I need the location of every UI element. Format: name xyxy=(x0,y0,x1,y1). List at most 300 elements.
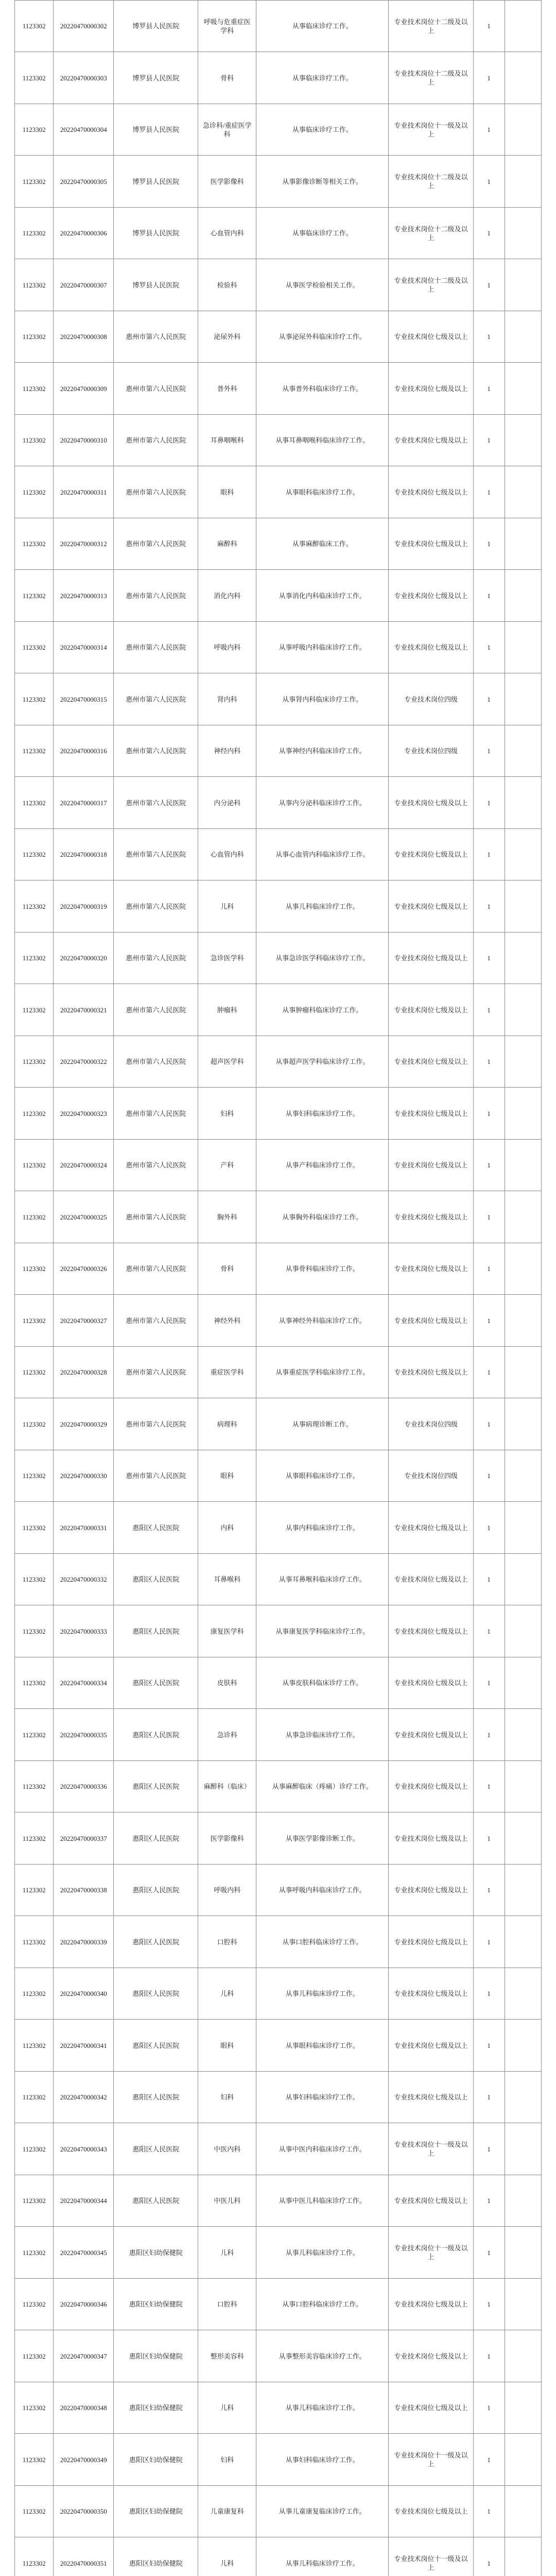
cell-unit-name: 惠阳区妇幼保健院 xyxy=(114,2486,198,2537)
cell-blank xyxy=(505,1916,541,1968)
cell-count: 1 xyxy=(473,2537,505,2576)
cell-count: 1 xyxy=(473,518,505,570)
cell-post-level: 专业技术岗位七级及以上 xyxy=(389,2020,473,2072)
cell-blank xyxy=(505,1088,541,1140)
cell-unit-code: 1123302 xyxy=(15,518,54,570)
cell-post-level: 专业技术岗位七级及以上 xyxy=(389,1709,473,1761)
cell-position-id: 20220470000314 xyxy=(54,622,114,673)
cell-post-level: 专业技术岗位七级及以上 xyxy=(389,1605,473,1657)
cell-duty: 从事医学检验相关工作。 xyxy=(256,259,389,311)
cell-position-id: 20220470000337 xyxy=(54,1812,114,1865)
cell-post-level: 专业技术岗位七级及以上 xyxy=(389,1502,473,1554)
table-row xyxy=(15,829,542,880)
cell-unit-name: 惠阳区人民医院 xyxy=(114,1657,198,1709)
table-row xyxy=(15,518,542,570)
cell-post-level: 专业技术岗位七级及以上 xyxy=(389,466,473,518)
cell-position-name: 妇科 xyxy=(198,2434,256,2486)
cell-unit-name: 惠阳区妇幼保健院 xyxy=(114,2382,198,2434)
cell-blank xyxy=(505,1812,541,1865)
cell-count: 1 xyxy=(473,2072,505,2123)
table-row xyxy=(15,2382,542,2434)
cell-position-name: 骨科 xyxy=(198,52,256,104)
cell-unit-name: 博罗县人民医院 xyxy=(114,259,198,311)
cell-unit-code: 1123302 xyxy=(15,777,54,829)
cell-unit-name: 惠阳区人民医院 xyxy=(114,2020,198,2072)
cell-unit-code: 1123302 xyxy=(15,829,54,880)
cell-post-level: 专业技术岗位十一级及以上 xyxy=(389,2123,473,2175)
cell-blank xyxy=(505,311,541,363)
cell-position-name: 急诊医学科 xyxy=(198,933,256,984)
cell-post-level: 专业技术岗位七级及以上 xyxy=(389,880,473,933)
cell-blank xyxy=(505,725,541,777)
cell-blank xyxy=(505,1605,541,1657)
table-row xyxy=(15,259,542,311)
table-row xyxy=(15,1554,542,1605)
cell-count: 1 xyxy=(473,1554,505,1605)
cell-position-name: 眼科 xyxy=(198,2020,256,2072)
cell-unit-code: 1123302 xyxy=(15,1761,54,1812)
cell-post-level: 专业技术岗位七级及以上 xyxy=(389,311,473,363)
cell-duty: 从事产科临床诊疗工作。 xyxy=(256,1140,389,1191)
cell-position-name: 眼科 xyxy=(198,466,256,518)
cell-unit-name: 惠州市第六人民医院 xyxy=(114,1295,198,1347)
cell-unit-code: 1123302 xyxy=(15,1916,54,1968)
cell-post-level: 专业技术岗位十二级及以上 xyxy=(389,208,473,259)
table-row xyxy=(15,1865,542,1916)
table-row xyxy=(15,1605,542,1657)
cell-count: 1 xyxy=(473,311,505,363)
cell-count: 1 xyxy=(473,1761,505,1812)
cell-post-level: 专业技术岗位七级及以上 xyxy=(389,1916,473,1968)
table-row xyxy=(15,984,542,1036)
cell-blank xyxy=(505,1450,541,1502)
cell-count: 1 xyxy=(473,1398,505,1450)
cell-post-level: 专业技术岗位七级及以上 xyxy=(389,2175,473,2227)
cell-count: 1 xyxy=(473,2020,505,2072)
cell-duty: 从事儿科临床诊疗工作。 xyxy=(256,1968,389,2020)
cell-unit-name: 惠阳区人民医院 xyxy=(114,2123,198,2175)
cell-unit-name: 惠阳区人民医院 xyxy=(114,1812,198,1865)
cell-unit-code: 1123302 xyxy=(15,466,54,518)
cell-position-id: 20220470000338 xyxy=(54,1865,114,1916)
cell-unit-name: 博罗县人民医院 xyxy=(114,208,198,259)
cell-post-level: 专业技术岗位四级 xyxy=(389,1398,473,1450)
table-row xyxy=(15,673,542,725)
cell-unit-code: 1123302 xyxy=(15,1191,54,1243)
cell-position-id: 20220470000350 xyxy=(54,2486,114,2537)
cell-unit-name: 惠州市第六人民医院 xyxy=(114,777,198,829)
cell-unit-code: 1123302 xyxy=(15,208,54,259)
cell-unit-name: 惠州市第六人民医院 xyxy=(114,1036,198,1088)
cell-count: 1 xyxy=(473,2382,505,2434)
cell-position-name: 产科 xyxy=(198,1140,256,1191)
cell-unit-code: 1123302 xyxy=(15,570,54,622)
cell-unit-code: 1123302 xyxy=(15,1605,54,1657)
cell-unit-code: 1123302 xyxy=(15,673,54,725)
cell-post-level: 专业技术岗位七级及以上 xyxy=(389,1191,473,1243)
table-row xyxy=(15,2227,542,2279)
cell-unit-code: 1123302 xyxy=(15,1243,54,1295)
cell-position-id: 20220470000315 xyxy=(54,673,114,725)
cell-unit-code: 1123302 xyxy=(15,156,54,208)
cell-duty: 从事中医儿科临床诊疗工作。 xyxy=(256,2175,389,2227)
cell-count: 1 xyxy=(473,880,505,933)
cell-position-name: 妇科 xyxy=(198,1088,256,1140)
cell-unit-name: 惠州市第六人民医院 xyxy=(114,725,198,777)
cell-duty: 从事儿科临床诊疗工作。 xyxy=(256,2537,389,2576)
cell-blank xyxy=(505,415,541,466)
cell-count: 1 xyxy=(473,1295,505,1347)
cell-unit-name: 惠州市第六人民医院 xyxy=(114,880,198,933)
cell-post-level: 专业技术岗位七级及以上 xyxy=(389,1865,473,1916)
cell-duty: 从事超声医学科临床诊疗工作。 xyxy=(256,1036,389,1088)
table-row xyxy=(15,2020,542,2072)
cell-unit-name: 惠州市第六人民医院 xyxy=(114,415,198,466)
cell-blank xyxy=(505,673,541,725)
cell-unit-code: 1123302 xyxy=(15,1502,54,1554)
cell-position-name: 神经外科 xyxy=(198,1295,256,1347)
table-row xyxy=(15,1295,542,1347)
cell-blank xyxy=(505,1502,541,1554)
cell-count: 1 xyxy=(473,1088,505,1140)
cell-count: 1 xyxy=(473,1502,505,1554)
cell-position-name: 皮肤科 xyxy=(198,1657,256,1709)
table-row xyxy=(15,2486,542,2537)
cell-duty: 从事皮肤科临床诊疗工作。 xyxy=(256,1657,389,1709)
cell-unit-name: 惠州市第六人民医院 xyxy=(114,673,198,725)
cell-unit-code: 1123302 xyxy=(15,52,54,104)
cell-position-id: 20220470000304 xyxy=(54,104,114,156)
cell-blank xyxy=(505,777,541,829)
table-row xyxy=(15,52,542,104)
cell-blank xyxy=(505,2486,541,2537)
cell-unit-code: 1123302 xyxy=(15,2227,54,2279)
cell-unit-name: 惠阳区妇幼保健院 xyxy=(114,2227,198,2279)
cell-unit-code: 1123302 xyxy=(15,2486,54,2537)
table-row xyxy=(15,1657,542,1709)
cell-position-name: 麻醉科（临床） xyxy=(198,1761,256,1812)
cell-unit-name: 惠州市第六人民医院 xyxy=(114,363,198,415)
cell-position-name: 超声医学科 xyxy=(198,1036,256,1088)
cell-post-level: 专业技术岗位七级及以上 xyxy=(389,984,473,1036)
cell-position-id: 20220470000305 xyxy=(54,156,114,208)
cell-position-id: 20220470000343 xyxy=(54,2123,114,2175)
table-row xyxy=(15,570,542,622)
cell-position-id: 20220470000310 xyxy=(54,415,114,466)
cell-post-level: 专业技术岗位七级及以上 xyxy=(389,622,473,673)
cell-unit-code: 1123302 xyxy=(15,311,54,363)
cell-duty: 从事呼吸内科临床诊疗工作。 xyxy=(256,622,389,673)
cell-post-level: 专业技术岗位四级 xyxy=(389,1450,473,1502)
cell-duty: 从事儿科临床诊疗工作。 xyxy=(256,2227,389,2279)
cell-position-id: 20220470000351 xyxy=(54,2537,114,2576)
table-row xyxy=(15,622,542,673)
cell-post-level: 专业技术岗位四级 xyxy=(389,673,473,725)
cell-unit-name: 惠州市第六人民医院 xyxy=(114,570,198,622)
cell-duty: 从事呼吸内科临床诊疗工作。 xyxy=(256,1865,389,1916)
cell-post-level: 专业技术岗位七级及以上 xyxy=(389,1347,473,1398)
cell-post-level: 专业技术岗位十一级及以上 xyxy=(389,2434,473,2486)
cell-position-id: 20220470000325 xyxy=(54,1191,114,1243)
cell-position-name: 耳鼻喉科 xyxy=(198,1554,256,1605)
cell-unit-name: 惠阳区妇幼保健院 xyxy=(114,2537,198,2576)
cell-unit-code: 1123302 xyxy=(15,104,54,156)
table-row xyxy=(15,208,542,259)
table-body xyxy=(15,1,542,2576)
cell-position-name: 内科 xyxy=(198,1502,256,1554)
table-row xyxy=(15,1036,542,1088)
cell-unit-code: 1123302 xyxy=(15,1088,54,1140)
cell-position-id: 20220470000317 xyxy=(54,777,114,829)
cell-position-id: 20220470000320 xyxy=(54,933,114,984)
cell-post-level: 专业技术岗位七级及以上 xyxy=(389,1036,473,1088)
cell-blank xyxy=(505,1191,541,1243)
cell-unit-name: 惠阳区人民医院 xyxy=(114,1554,198,1605)
cell-duty: 从事重症医学科临床诊疗工作。 xyxy=(256,1347,389,1398)
cell-position-id: 20220470000334 xyxy=(54,1657,114,1709)
cell-unit-code: 1123302 xyxy=(15,2330,54,2382)
table-row xyxy=(15,725,542,777)
cell-position-name: 骨科 xyxy=(198,1243,256,1295)
cell-unit-name: 惠阳区妇幼保健院 xyxy=(114,2330,198,2382)
cell-blank xyxy=(505,880,541,933)
cell-position-name: 呼吸内科 xyxy=(198,1865,256,1916)
table-row xyxy=(15,104,542,156)
cell-position-id: 20220470000313 xyxy=(54,570,114,622)
cell-position-name: 消化内科 xyxy=(198,570,256,622)
cell-count: 1 xyxy=(473,570,505,622)
cell-unit-code: 1123302 xyxy=(15,622,54,673)
cell-position-id: 20220470000319 xyxy=(54,880,114,933)
cell-blank xyxy=(505,518,541,570)
cell-duty: 从事口腔科临床诊疗工作。 xyxy=(256,1916,389,1968)
cell-position-id: 20220470000326 xyxy=(54,1243,114,1295)
cell-unit-code: 1123302 xyxy=(15,1450,54,1502)
cell-post-level: 专业技术岗位七级及以上 xyxy=(389,1088,473,1140)
cell-position-id: 20220470000335 xyxy=(54,1709,114,1761)
cell-unit-name: 惠州市第六人民医院 xyxy=(114,829,198,880)
cell-post-level: 专业技术岗位七级及以上 xyxy=(389,1657,473,1709)
cell-unit-code: 1123302 xyxy=(15,2434,54,2486)
cell-position-id: 20220470000328 xyxy=(54,1347,114,1398)
cell-unit-name: 惠州市第六人民医院 xyxy=(114,1088,198,1140)
cell-count: 1 xyxy=(473,2123,505,2175)
cell-duty: 从事妇科临床诊疗工作。 xyxy=(256,1088,389,1140)
cell-count: 1 xyxy=(473,1916,505,1968)
cell-count: 1 xyxy=(473,777,505,829)
cell-blank xyxy=(505,1554,541,1605)
cell-blank xyxy=(505,2434,541,2486)
cell-position-id: 20220470000303 xyxy=(54,52,114,104)
cell-position-id: 20220470000312 xyxy=(54,518,114,570)
cell-position-name: 急诊科 xyxy=(198,1709,256,1761)
cell-unit-name: 惠州市第六人民医院 xyxy=(114,933,198,984)
cell-blank xyxy=(505,1761,541,1812)
table-row xyxy=(15,2434,542,2486)
table-row xyxy=(15,2537,542,2576)
cell-count: 1 xyxy=(473,466,505,518)
cell-unit-code: 1123302 xyxy=(15,2382,54,2434)
cell-unit-code: 1123302 xyxy=(15,2279,54,2330)
cell-blank xyxy=(505,1347,541,1398)
cell-unit-name: 博罗县人民医院 xyxy=(114,104,198,156)
cell-blank xyxy=(505,570,541,622)
cell-position-name: 儿科 xyxy=(198,1968,256,2020)
cell-count: 1 xyxy=(473,725,505,777)
cell-count: 1 xyxy=(473,363,505,415)
cell-duty: 从事儿科临床诊疗工作。 xyxy=(256,880,389,933)
cell-count: 1 xyxy=(473,1865,505,1916)
cell-duty: 从事麻醉临床（疼痛）诊疗工作。 xyxy=(256,1761,389,1812)
cell-blank xyxy=(505,208,541,259)
cell-position-name: 康复医学科 xyxy=(198,1605,256,1657)
cell-duty: 从事病理诊断工作。 xyxy=(256,1398,389,1450)
cell-unit-name: 惠州市第六人民医院 xyxy=(114,1347,198,1398)
cell-unit-name: 惠阳区妇幼保健院 xyxy=(114,2434,198,2486)
cell-duty: 从事肾内科临床诊疗工作。 xyxy=(256,673,389,725)
cell-duty: 从事医学影像诊断工作。 xyxy=(256,1812,389,1865)
cell-count: 1 xyxy=(473,2486,505,2537)
cell-position-name: 眼科 xyxy=(198,1450,256,1502)
cell-count: 1 xyxy=(473,1968,505,2020)
cell-position-id: 20220470000346 xyxy=(54,2279,114,2330)
cell-unit-name: 惠州市第六人民医院 xyxy=(114,1243,198,1295)
cell-blank xyxy=(505,2020,541,2072)
cell-count: 1 xyxy=(473,2227,505,2279)
cell-position-name: 重症医学科 xyxy=(198,1347,256,1398)
cell-duty: 从事骨科临床诊疗工作。 xyxy=(256,1243,389,1295)
cell-unit-name: 惠州市第六人民医院 xyxy=(114,311,198,363)
cell-unit-name: 博罗县人民医院 xyxy=(114,52,198,104)
cell-duty: 从事麻醉临床工作。 xyxy=(256,518,389,570)
cell-unit-name: 惠州市第六人民医院 xyxy=(114,622,198,673)
cell-duty: 从事妇科临床诊疗工作。 xyxy=(256,2434,389,2486)
cell-blank xyxy=(505,1036,541,1088)
cell-count: 1 xyxy=(473,156,505,208)
cell-position-name: 呼吸内科 xyxy=(198,622,256,673)
cell-count: 1 xyxy=(473,2434,505,2486)
cell-position-name: 泌尿外科 xyxy=(198,311,256,363)
table-row xyxy=(15,1450,542,1502)
recruitment-table xyxy=(14,0,542,2576)
cell-duty: 从事神经外科临床诊疗工作。 xyxy=(256,1295,389,1347)
cell-position-name: 口腔科 xyxy=(198,2279,256,2330)
cell-duty: 从事普外科临床诊疗工作。 xyxy=(256,363,389,415)
cell-count: 1 xyxy=(473,415,505,466)
cell-position-name: 心血管内科 xyxy=(198,829,256,880)
table-row xyxy=(15,311,542,363)
cell-position-name: 神经内科 xyxy=(198,725,256,777)
cell-position-id: 20220470000307 xyxy=(54,259,114,311)
cell-post-level: 专业技术岗位七级及以上 xyxy=(389,933,473,984)
table-row xyxy=(15,880,542,933)
cell-count: 1 xyxy=(473,1036,505,1088)
cell-count: 1 xyxy=(473,1243,505,1295)
cell-blank xyxy=(505,466,541,518)
cell-count: 1 xyxy=(473,1140,505,1191)
table-row xyxy=(15,1347,542,1398)
cell-post-level: 专业技术岗位七级及以上 xyxy=(389,1761,473,1812)
cell-count: 1 xyxy=(473,259,505,311)
cell-post-level: 专业技术岗位七级及以上 xyxy=(389,829,473,880)
cell-unit-code: 1123302 xyxy=(15,1709,54,1761)
table-row xyxy=(15,1812,542,1865)
cell-post-level: 专业技术岗位十二级及以上 xyxy=(389,156,473,208)
cell-post-level: 专业技术岗位十二级及以上 xyxy=(389,1,473,52)
cell-position-name: 儿科 xyxy=(198,2537,256,2576)
cell-duty: 从事儿科临床诊疗工作。 xyxy=(256,2382,389,2434)
cell-position-name: 医学影像科 xyxy=(198,156,256,208)
cell-duty: 从事眼科临床诊疗工作。 xyxy=(256,1450,389,1502)
table-row xyxy=(15,1,542,52)
cell-blank xyxy=(505,363,541,415)
cell-blank xyxy=(505,156,541,208)
cell-post-level: 专业技术岗位七级及以上 xyxy=(389,2486,473,2537)
cell-post-level: 专业技术岗位十一级及以上 xyxy=(389,2537,473,2576)
cell-duty: 从事内科临床诊疗工作。 xyxy=(256,1502,389,1554)
cell-count: 1 xyxy=(473,1709,505,1761)
cell-duty: 从事影像诊断等相关工作。 xyxy=(256,156,389,208)
cell-position-id: 20220470000349 xyxy=(54,2434,114,2486)
cell-duty: 从事妇科临床诊疗工作。 xyxy=(256,2072,389,2123)
cell-blank xyxy=(505,933,541,984)
cell-position-name: 儿童康复科 xyxy=(198,2486,256,2537)
cell-unit-code: 1123302 xyxy=(15,880,54,933)
cell-blank xyxy=(505,2123,541,2175)
cell-post-level: 专业技术岗位七级及以上 xyxy=(389,415,473,466)
cell-position-id: 20220470000332 xyxy=(54,1554,114,1605)
table-row xyxy=(15,1140,542,1191)
cell-position-id: 20220470000322 xyxy=(54,1036,114,1088)
table-row xyxy=(15,2072,542,2123)
cell-post-level: 专业技术岗位十二级及以上 xyxy=(389,52,473,104)
cell-blank xyxy=(505,2227,541,2279)
cell-count: 1 xyxy=(473,1347,505,1398)
cell-count: 1 xyxy=(473,1812,505,1865)
cell-duty: 从事心血管内科临床诊疗工作。 xyxy=(256,829,389,880)
cell-unit-name: 惠阳区妇幼保健院 xyxy=(114,2279,198,2330)
cell-position-name: 病理科 xyxy=(198,1398,256,1450)
cell-blank xyxy=(505,1140,541,1191)
cell-count: 1 xyxy=(473,208,505,259)
cell-unit-code: 1123302 xyxy=(15,984,54,1036)
cell-unit-name: 惠阳区人民医院 xyxy=(114,1968,198,2020)
cell-position-name: 口腔科 xyxy=(198,1916,256,1968)
cell-position-name: 中医内科 xyxy=(198,2123,256,2175)
cell-position-name: 儿科 xyxy=(198,880,256,933)
cell-duty: 从事临床诊疗工作。 xyxy=(256,1,389,52)
cell-duty: 从事胸外科临床诊疗工作。 xyxy=(256,1191,389,1243)
cell-position-id: 20220470000302 xyxy=(54,1,114,52)
cell-unit-code: 1123302 xyxy=(15,2537,54,2576)
cell-blank xyxy=(505,1709,541,1761)
cell-unit-name: 惠阳区人民医院 xyxy=(114,1761,198,1812)
cell-duty: 从事急诊临床诊疗工作。 xyxy=(256,1709,389,1761)
cell-position-name: 耳鼻咽喉科 xyxy=(198,415,256,466)
cell-duty: 从事泌尿外科临床诊疗工作。 xyxy=(256,311,389,363)
cell-post-level: 专业技术岗位七级及以上 xyxy=(389,1812,473,1865)
cell-unit-code: 1123302 xyxy=(15,1140,54,1191)
cell-count: 1 xyxy=(473,829,505,880)
cell-blank xyxy=(505,1,541,52)
cell-unit-name: 惠州市第六人民医院 xyxy=(114,518,198,570)
cell-post-level: 专业技术岗位七级及以上 xyxy=(389,777,473,829)
cell-blank xyxy=(505,2537,541,2576)
cell-count: 1 xyxy=(473,933,505,984)
cell-position-id: 20220470000347 xyxy=(54,2330,114,2382)
table-row xyxy=(15,933,542,984)
cell-position-id: 20220470000323 xyxy=(54,1088,114,1140)
